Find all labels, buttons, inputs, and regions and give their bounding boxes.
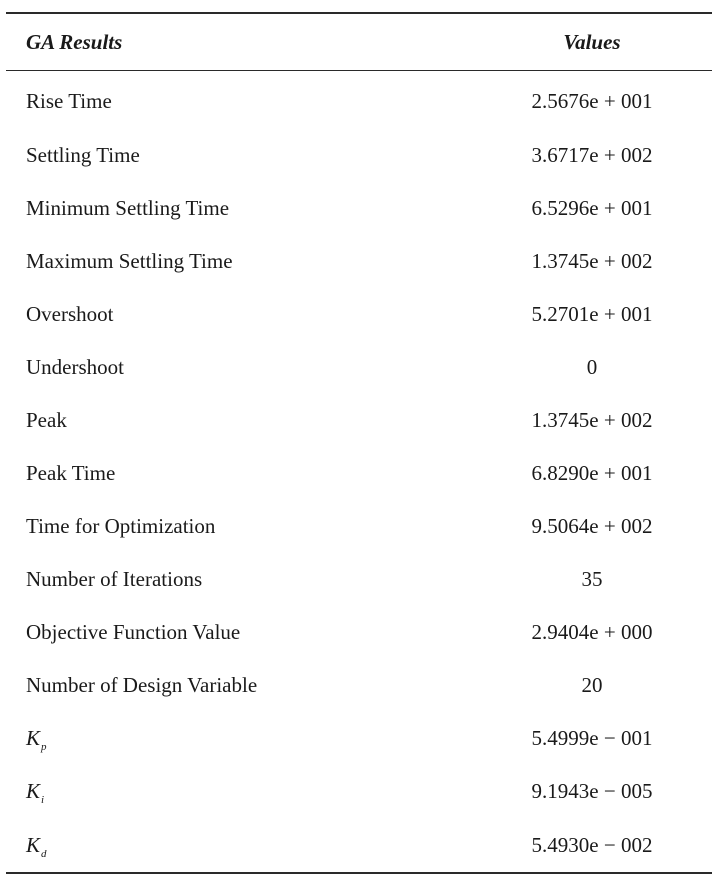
table-row: [6, 818, 712, 872]
row-value: 5.4930e − 002: [531, 832, 653, 857]
row-value: 0: [586, 355, 598, 379]
row-label-kd: [6, 833, 472, 858]
table-row: [6, 288, 712, 341]
row-value: 3.6717e + 002: [531, 143, 653, 167]
table-row: [6, 712, 712, 765]
header-values: Values: [563, 29, 621, 54]
header-ga-results: GA Results: [26, 29, 123, 54]
table-row: [6, 500, 712, 553]
row-value: 9.5064e + 002: [531, 514, 653, 538]
table-row: [6, 765, 712, 818]
table-row: [6, 659, 712, 712]
k-subscript: i: [41, 794, 45, 806]
row-label: Undershoot: [26, 355, 124, 379]
row-label: Peak Time: [26, 461, 116, 485]
row-value: 2.9404e + 000: [531, 620, 653, 644]
row-label: Overshoot: [26, 302, 114, 326]
row-value: 5.2701e + 001: [531, 302, 653, 326]
row-label: Peak: [26, 408, 67, 432]
table-row: [6, 129, 712, 182]
row-label: Objective Function Value: [26, 620, 241, 644]
table-row: [6, 606, 712, 659]
row-label: Number of Iterations: [26, 567, 203, 591]
table-row: [6, 73, 712, 129]
k-symbol: K: [26, 832, 41, 857]
k-symbol: K: [26, 779, 41, 803]
table-row: [6, 235, 712, 288]
row-value: 35: [581, 567, 603, 591]
table-header: [6, 14, 712, 70]
table-row: [6, 182, 712, 235]
k-subscript: d: [41, 847, 47, 860]
row-label-ki: [6, 779, 472, 804]
row-value: 6.8290e + 001: [531, 461, 653, 485]
table-body: [6, 71, 712, 872]
row-value: 2.5676e + 001: [531, 88, 653, 113]
row-label: Settling Time: [26, 143, 140, 167]
k-symbol: K: [26, 726, 41, 750]
row-value: 5.4999e − 001: [531, 726, 653, 750]
row-value: 6.5296e + 001: [531, 196, 653, 220]
row-value: 1.3745e + 002: [531, 249, 653, 273]
table-row: [6, 341, 712, 394]
row-label: Time for Optimization: [26, 514, 216, 538]
table-row: [6, 553, 712, 606]
row-label-kp: [6, 726, 472, 751]
results-table: [6, 12, 712, 874]
table-bottom-rule: [6, 872, 712, 874]
table-row: [6, 447, 712, 500]
row-label: Number of Design Variable: [26, 673, 258, 697]
row-value: 1.3745e + 002: [531, 408, 653, 432]
row-value: 20: [581, 673, 603, 697]
row-label: Rise Time: [26, 88, 112, 113]
k-subscript: p: [41, 741, 47, 753]
table-row: [6, 394, 712, 447]
row-label: Maximum Settling Time: [26, 249, 233, 273]
row-label: Minimum Settling Time: [26, 196, 230, 220]
row-value: 9.1943e − 005: [531, 779, 653, 803]
